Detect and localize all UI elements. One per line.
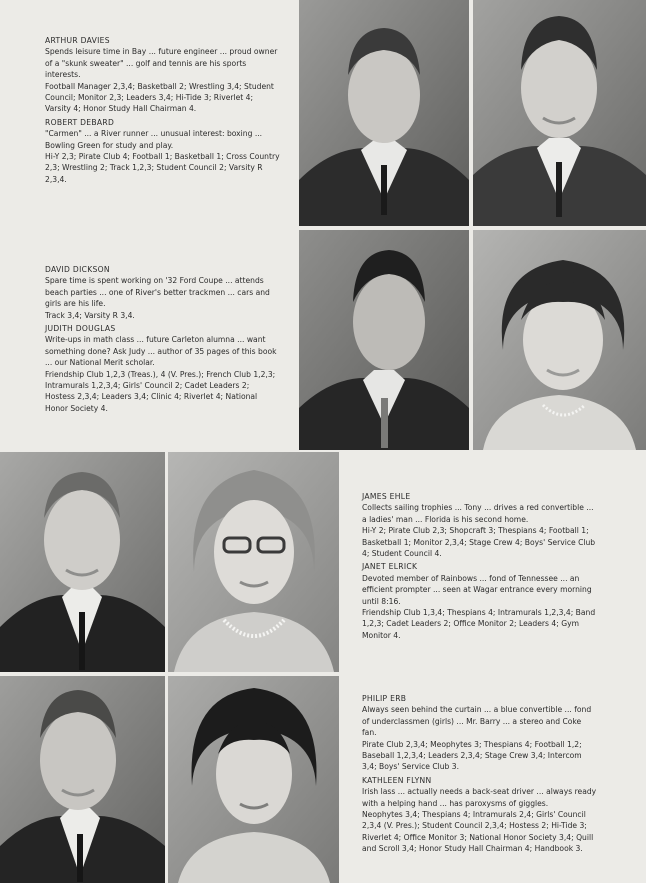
student-description: Spare time is spent working on '32 Ford Coupe ... attends beach parties ... one of River's better trackmen ... cars and girls are his life. <box>45 276 270 309</box>
text-block-dickson-douglas <box>45 262 280 414</box>
student-name: KATHLEEN FLYNN <box>362 775 432 785</box>
student-description: "Carmen" ... a River runner ... unusual interest: boxing ... Bowling Green for study and play. <box>45 129 263 150</box>
portrait-photo-janet-elrick <box>168 452 339 672</box>
student-name: JANET ELRICK <box>362 562 418 572</box>
text-block-erb-flynn <box>362 691 598 855</box>
student-activities: Track 3,4; Varsity R 3,4. <box>45 310 135 320</box>
student-activities: Pirate Club 2,3,4; Meophytes 3; Thespians 4; Football 1,2; Baseball 1,2,3,4; Leaders 2,3,4; Stage Crew 3,4; Intercom 3,4; Boys' Service Club 3. <box>362 739 582 772</box>
student-activities: Hi-Y 2,3; Pirate Club 4; Football 1; Basketball 1; Cross Country 2,3; Wrestling 2; Track 1,2,3; Student Council 2; Varsity R 2,3,4. <box>45 152 280 184</box>
text-block-davies-debard <box>45 33 280 185</box>
student-name: DAVID DICKSON <box>45 265 110 274</box>
student-name: ARTHUR DAVIES <box>45 36 110 45</box>
student-description: Write-ups in math class ... future Carleton alumna ... want something done? Ask Judy ... author of 35 pages of this book ... our National Merit scholar. <box>45 335 277 368</box>
student-description: Collects sailing trophies ... Tony ... drives a red convertible ... a ladies' man ... Florida is his second home. <box>362 503 594 524</box>
student-name: JUDITH DOUGLAS <box>45 324 116 334</box>
student-name: ROBERT DEBARD <box>45 117 115 127</box>
student-description: Irish lass ... actually needs a back-seat driver ... always ready with a helping hand ... has paroxysms of giggles. <box>362 787 597 808</box>
portrait-photo-judith-douglas <box>473 230 646 450</box>
student-description: Always seen behind the curtain ... a blue convertible ... fond of underclassmen (girls) ... Mr. Barry ... a stereo and Coke fan. <box>362 705 592 738</box>
portrait-photo-kathleen-flynn <box>168 676 339 883</box>
portrait-photo-james-ehle <box>0 452 165 672</box>
student-activities: Friendship Club 1,3,4; Thespians 4; Intramurals 1,2,3,4; Band 1,2,3; Cadet Leaders 2; Office Monitor 2; Leaders 4; Gym Monitor 4. <box>362 608 596 640</box>
portrait-photo-philip-erb <box>0 676 165 883</box>
student-activities: Neophytes 3,4; Thespians 4; Intramurals 2,4; Girls' Council 2,3,4 (V. Pres.); Student Council 2,3,4; Hostess 2; Hi-Tide 3; Riverlet 4; Office Monitor 3; National Honor Society 3,4; Quill and Scroll 3,4; Honor Study Hall Chairman 4; Handbook 3. <box>362 810 594 854</box>
student-name: JAMES EHLE <box>362 492 411 501</box>
portrait-photo-arthur-davies <box>299 0 469 226</box>
portrait-photo-robert-debard <box>473 0 646 226</box>
student-activities: Friendship Club 1,2,3 (Treas.), 4 (V. Pres.); French Club 1,2,3; Intramurals 1,2,3,4; Girls' Council 2; Cadet Leaders 2; Hostess 2,3,4; Leaders 3,4; Clinic 4; Riverlet 4; National Honor Society 4. <box>45 369 276 413</box>
student-name: PHILIP ERB <box>362 694 407 703</box>
student-activities: Football Manager 2,3,4; Basketball 2; Wrestling 3,4; Student Council; Monitor 2,3; Leaders 3,4; Hi-Tide 3; Riverlet 4; Varsity 4; Honor Study Hall Chairman 4. <box>45 81 274 114</box>
student-description: Devoted member of Rainbows ... fond of Tennessee ... an efficient prompter ... seen at Wagar entrance every morning until 8:16. <box>362 573 592 606</box>
student-description: Spends leisure time in Bay ... future engineer ... proud owner of a "skunk sweater" ... golf and tennis are his sports interests. <box>45 47 278 80</box>
student-activities: Hi-Y 2; Pirate Club 2,3; Shopcraft 3; Thespians 4; Football 1; Basketball 1; Monitor 2,3,4; Stage Crew 4; Boys' Service Club 4; Student Council 4. <box>362 526 596 559</box>
portrait-photo-david-dickson <box>299 230 469 450</box>
text-block-ehle-elrick <box>362 489 598 641</box>
